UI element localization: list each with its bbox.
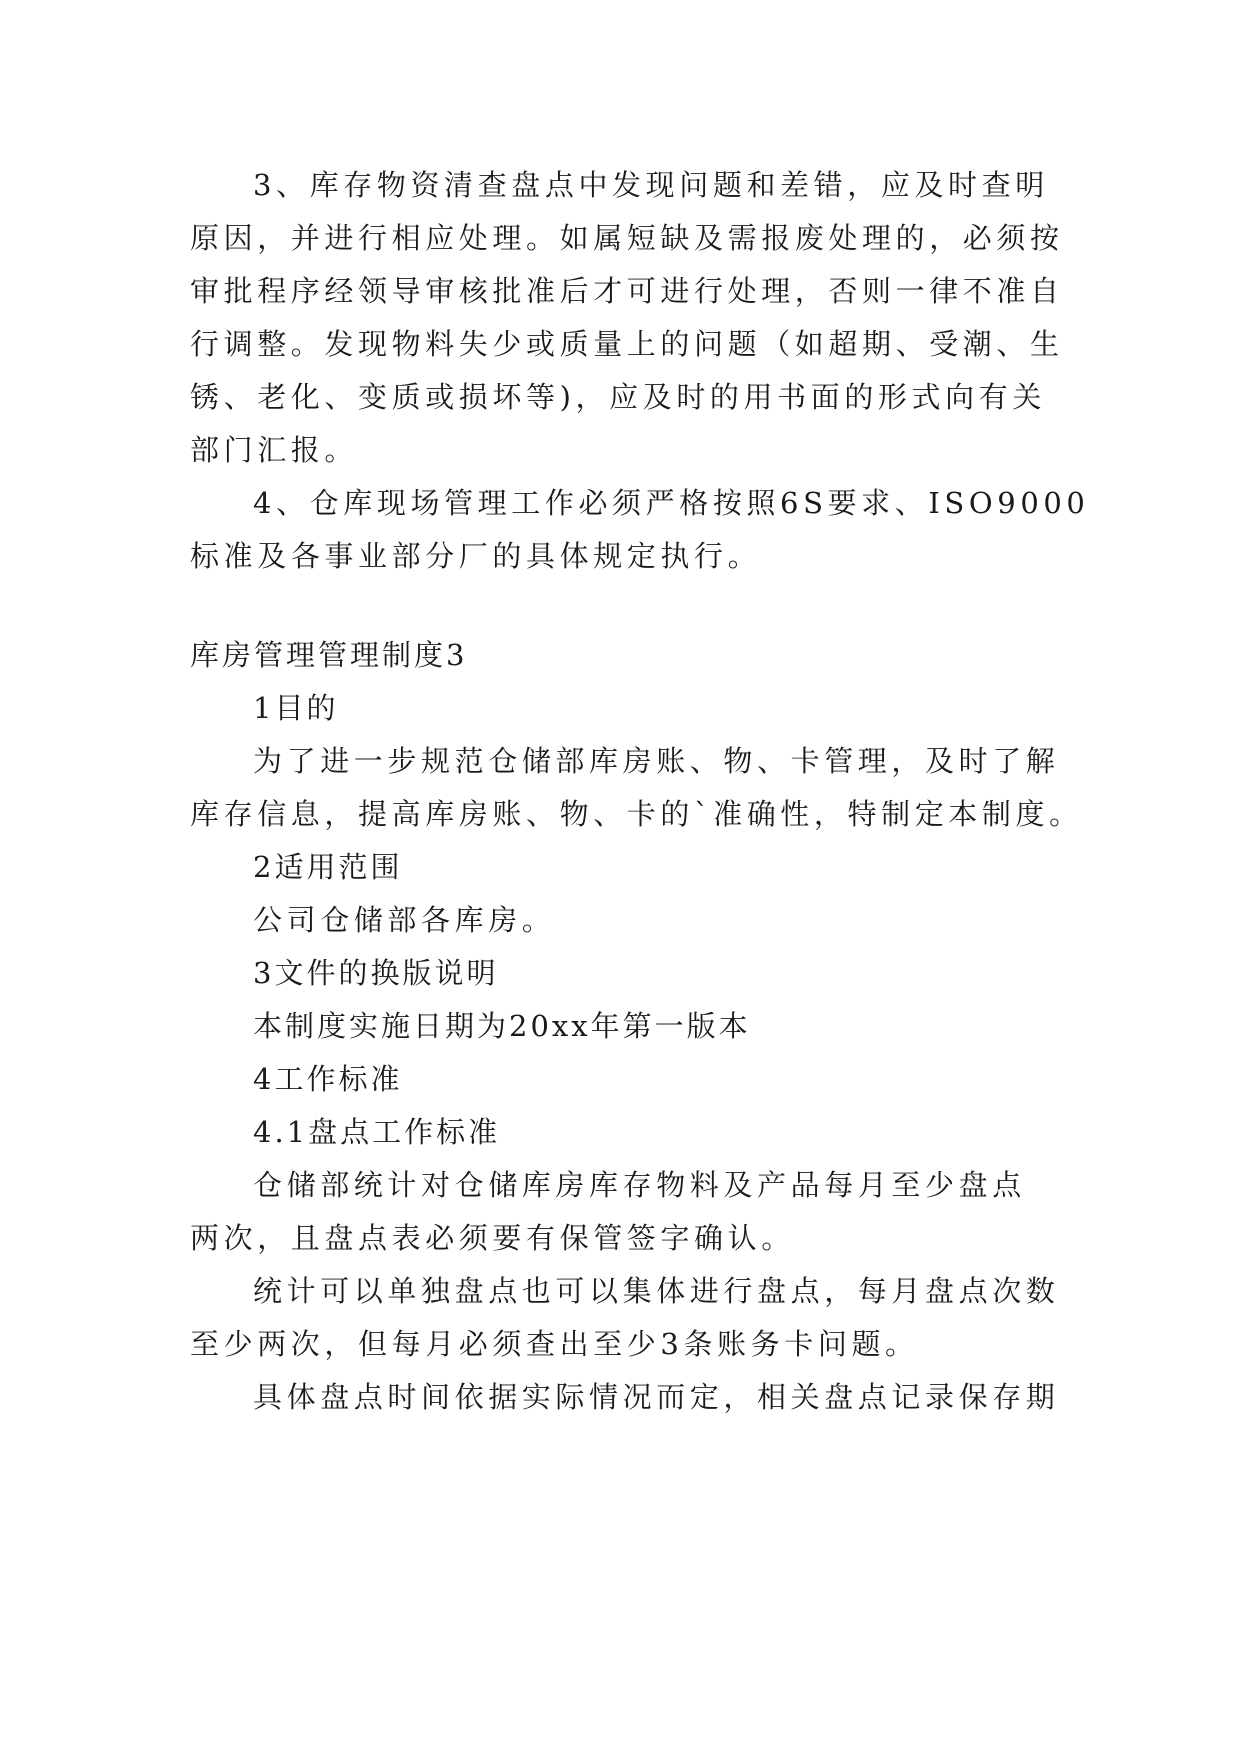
paragraph-4-line-2: 标准及各事业部分厂的具体规定执行。 [190, 539, 762, 573]
subsection-1-title: 1目的 [253, 691, 339, 725]
paragraph-3-line-4: 行调整。发现物料失少或质量上的问题（如超期、受潮、生 [190, 327, 1064, 361]
paragraph-3-line-6: 部门汇报。 [190, 433, 359, 467]
subsection-1-line-2: 库存信息，提高库房账、物、卡的`准确性，特制定本制度。 [190, 797, 1083, 831]
paragraph-3-line-1: 3、库存物资清查盘点中发现问题和差错，应及时查明 [253, 168, 1049, 202]
subsection-1-line-1: 为了进一步规范仓储部库房账、物、卡管理，及时了解 [253, 744, 1060, 778]
subsection-3-text: 本制度实施日期为20xx年第一版本 [253, 1009, 751, 1043]
subsection-2-text: 公司仓储部各库房。 [253, 903, 556, 937]
paragraph-3-line-2: 原因，并进行相应处理。如属短缺及需报废处理的，必须按 [190, 221, 1064, 255]
subsection-4-title: 4工作标准 [253, 1062, 403, 1096]
subsection-4-1-para-1-line-2: 两次，且盘点表必须要有保管签字确认。 [190, 1221, 795, 1255]
paragraph-3-line-5: 锈、老化、变质或损坏等)，应及时的用书面的形式向有关 [190, 380, 1046, 414]
subsection-4-1-para-1-line-1: 仓储部统计对仓储库房库存物料及产品每月至少盘点 [253, 1168, 1026, 1202]
subsection-4-1-title: 4.1盘点工作标准 [253, 1115, 501, 1149]
subsection-4-1-para-2-line-1: 统计可以单独盘点也可以集体进行盘点，每月盘点次数 [253, 1274, 1060, 1308]
subsection-4-1-para-3-line-1: 具体盘点时间依据实际情况而定，相关盘点记录保存期 [253, 1380, 1060, 1414]
subsection-2-title: 2适用范围 [253, 850, 403, 884]
paragraph-4-line-1: 4、仓库现场管理工作必须严格按照6S要求、ISO9000 [253, 486, 1090, 520]
paragraph-3-line-3: 审批程序经领导审核批准后才可进行处理，否则一律不准自 [190, 274, 1064, 308]
subsection-3-title: 3文件的换版说明 [253, 956, 499, 990]
section-heading: 库房管理管理制度3 [190, 638, 468, 672]
subsection-4-1-para-2-line-2: 至少两次，但每月必须查出至少3条账务卡问题。 [190, 1327, 919, 1361]
